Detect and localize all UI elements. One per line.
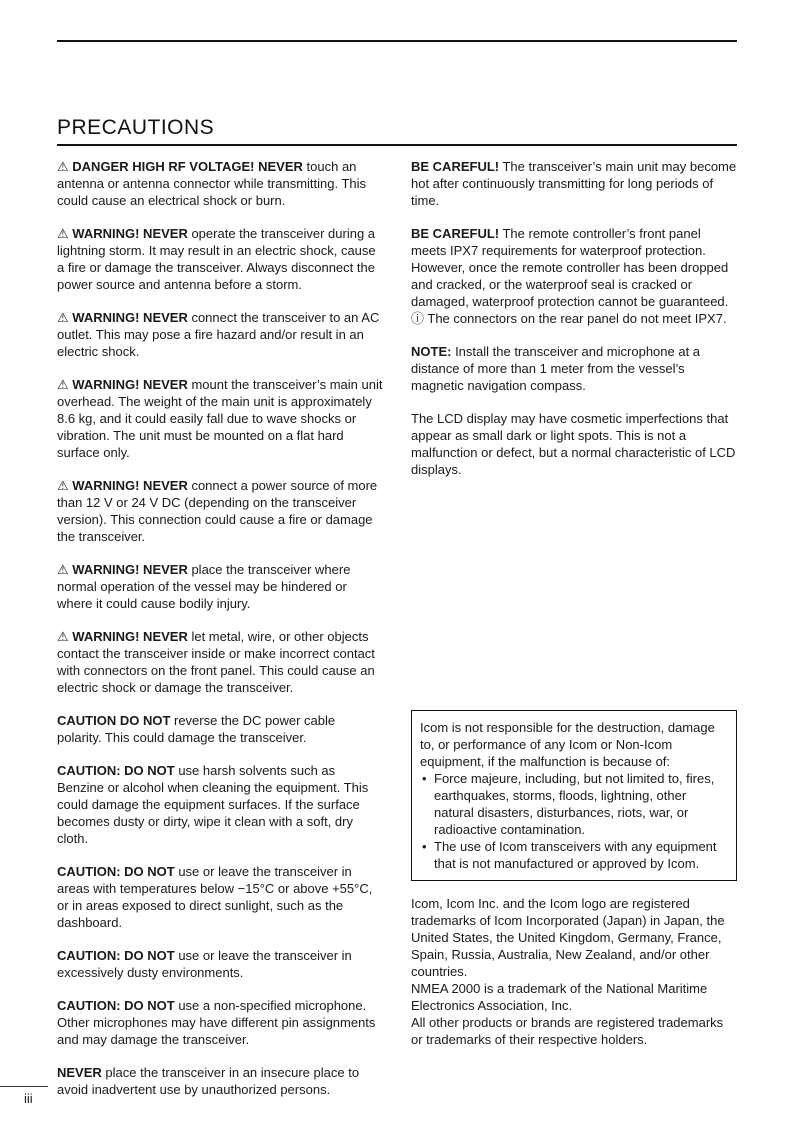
caution-text: use or leave the transceiver in areas with temperatures below −15°C or above +55°C, or in areas exposed to direct sunlight, such as the dashboard. xyxy=(57,864,373,930)
bullet-marker: • xyxy=(422,771,427,786)
page-number: iii xyxy=(24,1091,33,1106)
warning-text: let metal, wire, or other objects contact the transceiver inside or make incorrect contact with connectors on the front panel. This could cause an electric shock or damage the transceiver. xyxy=(57,629,375,695)
note-line xyxy=(411,310,737,327)
warning-lead: WARNING! NEVER xyxy=(72,226,188,241)
bullet-text: The use of Icom transceivers with any equipment that is not manufactured or approved by Icom. xyxy=(434,839,717,871)
page-title: PRECAUTIONS xyxy=(57,116,215,139)
danger-paragraph xyxy=(57,158,383,209)
footer-rule xyxy=(0,1086,48,1087)
danger-text: touch an antenna or antenna connector while transmitting. This could cause an electrical shock or burn. xyxy=(57,159,367,208)
caution-lead: CAUTION: DO NOT xyxy=(57,763,175,778)
warning-triangle-icon: ⚠ xyxy=(57,478,73,493)
never-lead: NEVER xyxy=(57,1065,102,1080)
trademark-line: NMEA 2000 is a trademark of the National Maritime Electronics Association, Inc. xyxy=(411,981,708,1013)
two-column-layout xyxy=(57,158,737,1114)
bullet-text: Force majeure, including, but not limited to, fires, earthquakes, storms, floods, lightning, other natural disasters, disturbances, riots, war, or radioactive contamination. xyxy=(434,771,715,837)
disclaimer-box xyxy=(411,710,737,881)
warning-paragraph xyxy=(57,561,383,612)
bullet-item xyxy=(420,770,728,838)
warning-lead: WARNING! NEVER xyxy=(72,629,188,644)
left-column xyxy=(57,158,383,1114)
warning-lead: WARNING! NEVER xyxy=(72,310,188,325)
caution-lead: CAUTION: DO NOT xyxy=(57,864,175,879)
warning-triangle-icon: ⚠ xyxy=(57,159,73,174)
lcd-text: The LCD display may have cosmetic imperfections that appear as small dark or light spots. This is not a malfunction or defect, but a normal characteristic of LCD displays. xyxy=(411,411,736,477)
warning-paragraph xyxy=(57,477,383,545)
warning-text: operate the transceiver during a lightning storm. It may result in an electric shock, cause a fire or damage the transceiver. Always disconnect the power source and antenna before a storm. xyxy=(57,226,376,292)
becareful-lead: BE CAREFUL! xyxy=(411,159,500,174)
info-icon: ⓘ xyxy=(411,311,428,326)
becareful-text: The remote controller’s front panel meets IPX7 requirements for waterproof protection. However, once the remote controller has been dropped and cracked, or the waterproof seal is cracked or damaged, waterproof protection cannot be guaranteed. xyxy=(411,226,729,309)
bullet-marker: • xyxy=(422,839,427,854)
warning-text: mount the transceiver’s main unit overhead. The weight of the main unit is approximately 8.6 kg, and it could easily fall due to wave shocks or vibration. The unit must be mounted on a flat hard surface only. xyxy=(57,377,383,460)
caution-paragraph xyxy=(57,863,383,931)
never-paragraph xyxy=(57,1064,383,1098)
bullet-item xyxy=(420,838,728,872)
caution-paragraph xyxy=(57,762,383,847)
warning-paragraph xyxy=(57,628,383,696)
note-paragraph-text: Install the transceiver and microphone at a distance of more than 1 meter from the vessel’s magnetic navigation compass. xyxy=(411,344,701,393)
warning-text: place the transceiver where normal operation of the vessel may be hindered or where it could cause bodily injury. xyxy=(57,562,351,611)
becareful-lead: BE CAREFUL! xyxy=(411,226,500,241)
danger-lead: DANGER HIGH RF VOLTAGE! NEVER xyxy=(72,159,303,174)
warning-lead: WARNING! NEVER xyxy=(72,377,188,392)
warning-paragraph xyxy=(57,309,383,360)
disclaimer-intro: Icom is not responsible for the destruction, damage to, or performance of any Icom or Non-Icom equipment, if the malfunction is because of: xyxy=(420,720,715,769)
lcd-paragraph xyxy=(411,410,737,478)
warning-lead: WARNING! NEVER xyxy=(72,478,188,493)
warning-triangle-icon: ⚠ xyxy=(57,377,73,392)
warning-triangle-icon: ⚠ xyxy=(57,629,73,644)
becareful-text: The transceiver’s main unit may become hot after continuously transmitting for long periods of time. xyxy=(411,159,737,208)
trademark-line: All other products or brands are registered trademarks or trademarks of their respective holders. xyxy=(411,1015,724,1047)
note-text: The connectors on the rear panel do not meet IPX7. xyxy=(427,311,727,326)
caution-paragraph xyxy=(57,712,383,746)
warning-triangle-icon: ⚠ xyxy=(57,310,73,325)
warning-text: connect the transceiver to an AC outlet. This may pose a fire hazard and/or result in an electric shock. xyxy=(57,310,380,359)
caution-text: reverse the DC power cable polarity. This could damage the transceiver. xyxy=(57,713,336,745)
caution-lead: CAUTION: DO NOT xyxy=(57,998,175,1013)
trademark-notice xyxy=(411,895,737,1048)
becareful-paragraph xyxy=(411,158,737,209)
caution-paragraph xyxy=(57,947,383,981)
title-divider xyxy=(57,144,737,146)
right-column xyxy=(411,158,737,1114)
warning-paragraph xyxy=(57,225,383,293)
warning-paragraph xyxy=(57,376,383,461)
becareful-paragraph xyxy=(411,225,737,327)
caution-text: use or leave the transceiver in excessively dusty environments. xyxy=(57,948,352,980)
caution-text: use harsh solvents such as Benzine or alcohol when cleaning the equipment. This could damage the equipment surfaces. If the surface becomes dusty or dirty, wipe it clean with a soft, dry cloth. xyxy=(57,763,369,846)
warning-text: connect a power source of more than 12 V or 24 V DC (depending on the transceiver version). This connection could cause a fire or damage the transceiver. xyxy=(57,478,378,544)
page-content xyxy=(57,116,737,1114)
caution-text: use a non-specified microphone. Other microphones may have different pin assignments and may damage the transceiver. xyxy=(57,998,376,1047)
caution-lead: CAUTION DO NOT xyxy=(57,713,171,728)
note-paragraph xyxy=(411,343,737,394)
never-text: place the transceiver in an insecure place to avoid inadvertent use by unauthorized persons. xyxy=(57,1065,360,1097)
caution-lead: CAUTION: DO NOT xyxy=(57,948,175,963)
warning-triangle-icon: ⚠ xyxy=(57,226,73,241)
trademark-line: Icom, Icom Inc. and the Icom logo are registered trademarks of Icom Incorporated (Japan) in Japan, the United States, the United Kingdom, Germany, France, Spain, Russia, Australia, New Zealand, and/or other countries. xyxy=(411,896,725,979)
warning-triangle-icon: ⚠ xyxy=(57,562,73,577)
note-lead: NOTE: xyxy=(411,344,452,359)
top-divider xyxy=(57,40,737,42)
warning-lead: WARNING! NEVER xyxy=(72,562,188,577)
caution-paragraph xyxy=(57,997,383,1048)
